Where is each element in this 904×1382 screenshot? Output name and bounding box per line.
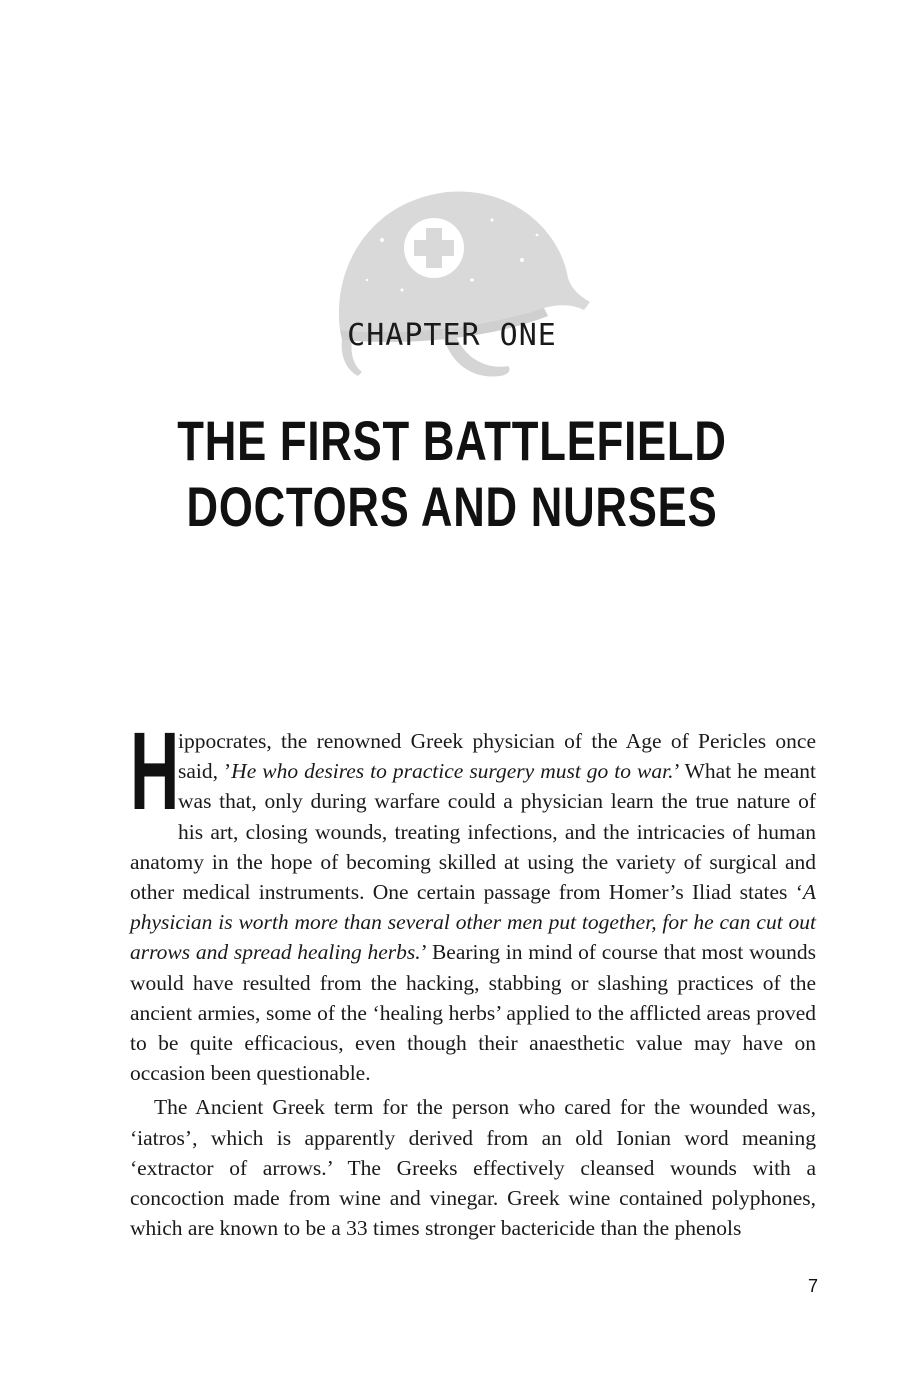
chapter-label: CHAPTER ONE (347, 318, 557, 353)
paragraph-1-text-b: ’ What he meant was that, only during warfare could a physician learn the true nature of his art, closing wounds, treating infections, and the intricacies of human anatomy in the hope of becoming skilled at using the variety of surgical and other medical instruments. One certain passage from Homer’s Iliad states ‘ (130, 759, 817, 905)
body-text (130, 710, 817, 1243)
paragraph-1-text-c: ’ Bearing in mind of course that most wounds would have resulted from the hacking, stabbing or slashing practices of the ancient armies, some of the ‘healing herbs’ applied to the afflicted areas proved to be quite efficacious, even though their anaesthetic value may have on occasion been questionable. (130, 940, 816, 1086)
paragraph-1-quote-2: A physician is worth more than several other men put together, for he can cut out arrows and spread healing herbs. (130, 880, 816, 965)
page-number: 7 (807, 1276, 818, 1296)
medic-helmet-icon (322, 180, 592, 395)
paragraph-1 (130, 710, 817, 1088)
paragraph-1-text-a: ippocrates, the renowned Greek physician of the Age of Pericles once said, ’ (178, 729, 816, 784)
chapter-title-line-2: DOCTORS AND NURSES (186, 475, 718, 538)
paragraph-1-quote-1: He who desires to practice surgery must go to war. (231, 759, 674, 784)
chapter-title-line-1: THE FIRST BATTLEFIELD (177, 409, 727, 472)
paragraph-2: The Ancient Greek term for the person who cared for the wounded was, ‘iatros’, which is apparently derived from an old Ionian word meaning ‘extractor of arrows.’ The Greeks effectively cleansed wounds with a concoction made from wine and vinegar. Greek wine contained polyphones, which are known to be a 33 times stronger bactericide than the phenols (130, 1095, 816, 1241)
drop-cap: H (130, 710, 180, 833)
chapter-title (99, 408, 804, 540)
